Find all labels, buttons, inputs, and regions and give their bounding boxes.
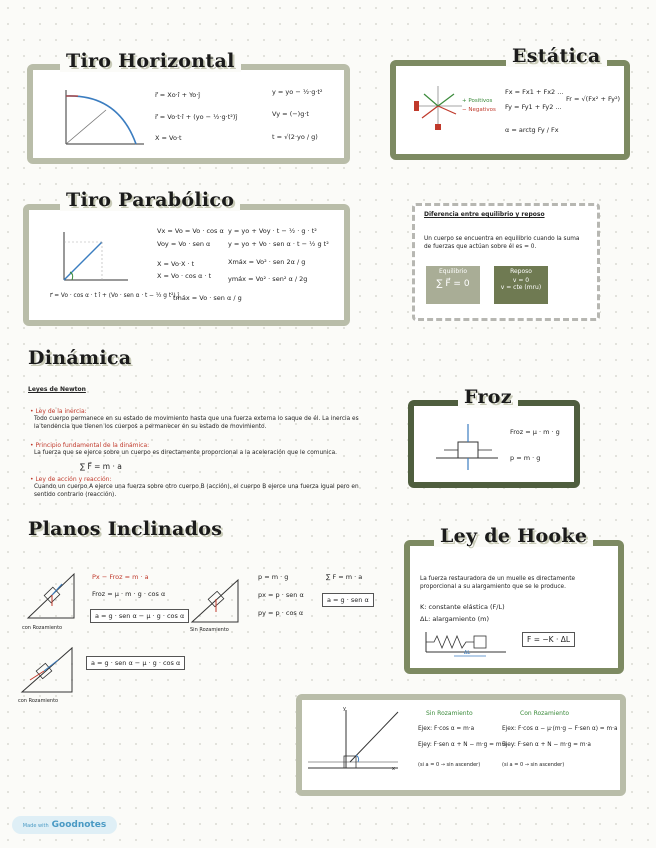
froz-title: Froz xyxy=(458,386,518,408)
planos-formula-1: Px − Froz = m · a xyxy=(92,573,149,581)
fb-sin-3: (si a = 0 → sin ascender) xyxy=(418,762,481,768)
th-formula-2: r⃗ = Vo·t·î + (yo − ½·g·t²)ĵ xyxy=(155,113,238,121)
reposo-badge-line-2: v = cte (mru) xyxy=(500,284,542,291)
tp-formula-4: X = Vo · cos α · t xyxy=(157,272,212,280)
dinamica-subtitle: Leyes de Newton xyxy=(28,386,86,393)
planos-formula-4: p = m · g xyxy=(258,573,289,581)
goodnotes-watermark[interactable] xyxy=(12,816,117,834)
th-formula-4: y = yo − ½·g·t² xyxy=(272,88,323,96)
fb-con-3: (si a = 0 → sin ascender) xyxy=(502,762,565,768)
tp-formula-5: y = yo + Voy · t − ½ · g · t² xyxy=(228,227,317,235)
hooke-dl: ΔL: alargamiento (m) xyxy=(420,615,490,623)
dinamica-law-2-formula: ∑ F⃗ = m · a xyxy=(80,462,122,471)
fb-sin-title: Sin Rozamiento xyxy=(426,710,473,717)
plano-diagram-2 xyxy=(188,572,244,628)
tp-formula-3: X = Vo·X · t xyxy=(157,260,195,268)
est-formula-1: Fx = Fx1 + Fx2 ... xyxy=(505,88,564,96)
plano-diagram-1 xyxy=(24,566,80,624)
estatica-negative-label: − Negativos xyxy=(462,107,496,113)
fuerza-bloque-diagram xyxy=(304,708,400,778)
tiro-horizontal-title: Tiro Horizontal xyxy=(60,50,241,72)
froz-diagram xyxy=(432,420,502,470)
th-formula-5: Vy = (−)g·t xyxy=(272,110,309,118)
fb-x-label: x xyxy=(392,766,395,772)
estatica-positive-label: + Positivos xyxy=(462,98,493,104)
hooke-k: K: constante elástica (F/L) xyxy=(420,603,505,611)
dinamica-law-3-text: Cuando un cuerpo A ejerce una fuerza sobre otro cuerpo B (acción), el cuerpo B ejerce una fuerza igual pero en sentido contrario (reacción). xyxy=(34,484,359,498)
th-formula-1: r⃗ = Xo·î + Yo·ĵ xyxy=(155,91,201,99)
equilibrio-badge xyxy=(426,266,480,304)
fb-con-1: Ejex: F·cos α − μ·(m·g − F·sen α) = m·a xyxy=(502,726,618,732)
dinamica-title: Dinámica xyxy=(22,347,137,369)
fb-con-title: Con Rozamiento xyxy=(520,710,569,717)
equilibrio-badge-formula: ∑ F⃗ = 0 xyxy=(436,279,470,289)
watermark-brand: Goodnotes xyxy=(51,820,107,830)
planos-formula-3: a = g · sen α − μ · g · cos α xyxy=(90,609,189,623)
tiro-horizontal-diagram xyxy=(58,86,148,146)
fb-con-2: Ejey: F·sen α + N − m·g = m·a xyxy=(502,742,591,748)
froz-formula-1: Froz = μ · m · g xyxy=(510,428,560,436)
tiro-parabolico-title: Tiro Parabólico xyxy=(60,189,240,211)
reposo-badge-title: Reposo xyxy=(510,268,532,275)
fb-sin-2: Ejey: F·sen α + N − m·g = m·a xyxy=(418,742,507,748)
planos-formula-2: Froz = μ · m · g · cos α xyxy=(92,590,166,598)
tiro-parabolico-diagram xyxy=(54,230,130,286)
planos-formula-5: px = p · sen α xyxy=(258,591,304,599)
plano-label-3: con Rozamiento xyxy=(18,698,59,704)
tp-formula-10: tmáx = Vo · sen α / g xyxy=(173,294,242,302)
est-formula-2: Fy = Fy1 + Fy2 ... xyxy=(505,103,562,111)
th-formula-6: t = √(2·yo / g) xyxy=(272,133,318,141)
planos-formula-9: a = g · sen α − μ · g · cos α xyxy=(86,656,185,670)
tp-formula-8: ymáx = Vo² · sen² α / 2g xyxy=(228,275,308,283)
planos-formula-6: py = p · cos α xyxy=(258,609,304,617)
planos-formula-8: a = g · sen α xyxy=(322,593,374,607)
tp-formula-7: Xmáx = Vo² · sen 2α / g xyxy=(228,258,306,266)
watermark-prefix: Made with xyxy=(22,823,49,829)
plano-label-2: Sin Rozamiento xyxy=(190,627,229,633)
plano-label-1: con Rozamiento xyxy=(22,625,63,631)
hooke-text: La fuerza restauradora de un muelle es directamente proporcional a su alargamiento que se le produce. xyxy=(420,576,576,590)
dinamica-law-2-title: • Principio fundamental de la dinámica: xyxy=(30,442,150,449)
dinamica-law-1-text: Todo cuerpo permanece en su estado de movimiento hasta que una fuerza externa lo saque de él. La inercia es la tendencia que tienen los cuerpos a permanecer en su estado de movimiento. xyxy=(34,416,359,430)
tp-formula-9: r⃗ = Vo · cos α · t î + (Vo · sen α · t − ½ g t²) ĵ xyxy=(50,293,180,299)
dinamica-law-1-title: • Ley de la inercia: xyxy=(30,408,87,415)
fb-sin-1: Ejex: F·cos α = m·a xyxy=(418,726,475,732)
tp-formula-2: Voy = Vo · sen α xyxy=(157,240,211,248)
hooke-dl-label: ΔL xyxy=(464,650,471,656)
reposo-badge-line-1: v = 0 xyxy=(512,277,530,284)
estatica-title: Estática xyxy=(506,45,607,67)
hooke-formula: F = −K · ΔL xyxy=(522,632,575,647)
planos-title: Planos Inclinados xyxy=(22,518,228,540)
tp-formula-6: y = yo + Vo · sen α · t − ½ g t² xyxy=(228,240,329,248)
planos-formula-7: ∑ F = m · a xyxy=(326,573,363,581)
froz-formula-2: p = m · g xyxy=(510,454,541,462)
equilibrio-text: Un cuerpo se encuentra en equilibrio cuando la suma de fuerzas que actúan sobre él es = 0. xyxy=(424,236,580,250)
est-formula-3: α = arctg Fy / Fx xyxy=(505,126,559,134)
est-formula-4: Fr = √(Fx² + Fy²) xyxy=(566,95,621,103)
dinamica-law-2-text: La fuerza que se ejerce sobre un cuerpo es directamente proporcional a la aceleración que le comunica. xyxy=(34,450,337,456)
equilibrio-title: Diferencia entre equilibrio y reposo xyxy=(424,211,545,218)
fb-y-label: y xyxy=(343,706,346,712)
equilibrio-badge-title: Equilibrio xyxy=(438,268,468,275)
reposo-badge xyxy=(494,266,548,304)
plano-diagram-3 xyxy=(18,642,78,698)
tp-formula-1: Vx = Vo = Vo · cos α xyxy=(157,227,224,235)
hooke-title: Ley de Hooke xyxy=(434,525,593,547)
dinamica-law-3-title: • Ley de acción y reacción: xyxy=(30,476,112,483)
th-formula-3: X = Vo·t xyxy=(155,134,182,142)
